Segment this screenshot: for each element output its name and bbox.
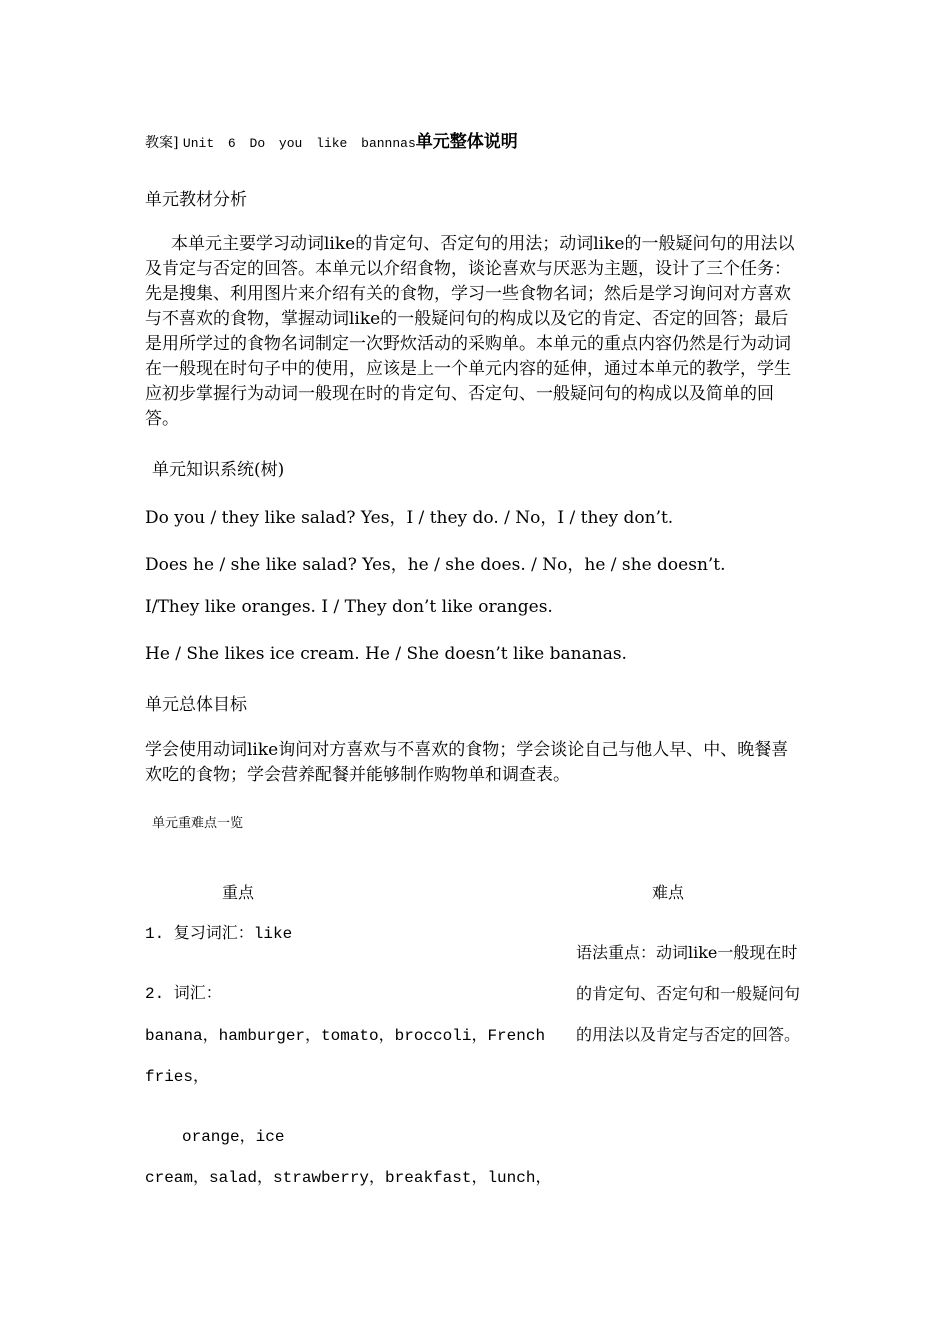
goals-paragraph: 学会使用动词like询问对方喜欢与不喜欢的食物；学会谈论自己与他人早、中、晚餐喜欢吃的食物；学会营养配餐并能够制作购物单和调查表。	[145, 740, 789, 785]
key-point-item: banana，hamburger，tomato，broccoli，French	[145, 1027, 546, 1045]
knowledge-line: Does he / she like salad? Yes，he / she does. / No，he / she doesn’t.	[145, 555, 726, 575]
knowledge-line: I/They like oranges. I / They don’t like oranges.	[145, 597, 553, 617]
key-point-item: orange，ice	[182, 1128, 285, 1146]
difficult-points-text: 语法重点：动词like一般现在时的肯定句、否定句和一般疑问句的用法以及肯定与否定的回答。	[576, 943, 801, 1044]
key-point-item: 2. 词汇：	[145, 985, 222, 1003]
title-bold-text: 单元整体说明	[415, 132, 518, 152]
overview-heading: 单元重难点一览	[152, 816, 244, 831]
analysis-paragraph: 本单元主要学习动词like的肯定句、否定句的用法；动词like的一般疑问句的用法以及肯定与否定的回答。本单元以介绍食物，谈论喜欢与厌恶为主题，设计了三个任务：先是搜集、利用图片来介绍有关的食物，学习一些食物名词；然后是学习询问对方喜欢与不喜欢的食物，掌握动词like的一般疑问句的构成以及它的肯定、否定的回答；最后是用所学过的食物名词制定一次野炊活动的采购单。本单元的重点内容仍然是行为动词在一般现在时句子中的使用，应该是上一个单元内容的延伸，通过本单元的教学，学生应初步掌握行为动词一般现在时的肯定句、否定句、一般疑问句的构成以及简单的回答。	[145, 234, 795, 429]
title-prefix: 教案]	[145, 135, 179, 151]
goals-heading: 单元总体目标	[145, 695, 247, 715]
document-title	[145, 127, 518, 152]
key-point-item: fries，	[145, 1068, 210, 1086]
knowledge-line: He / She likes ice cream. He / She doesn’t like bananas.	[145, 644, 627, 664]
key-point-item: cream，salad，strawberry，breakfast，lunch，	[145, 1169, 552, 1187]
difficult-points-header: 难点	[652, 883, 685, 902]
knowledge-heading: 单元知识系统(树)	[152, 460, 285, 480]
key-point-item: 1. 复习词汇：like	[145, 925, 293, 943]
knowledge-line: Do you / they like salad? Yes，I / they do. / No，I / they don’t.	[145, 508, 674, 528]
title-unit-text: Unit 6 Do you like bannnas	[182, 136, 416, 151]
key-points-header: 重点	[222, 883, 255, 902]
analysis-heading: 单元教材分析	[145, 190, 247, 210]
